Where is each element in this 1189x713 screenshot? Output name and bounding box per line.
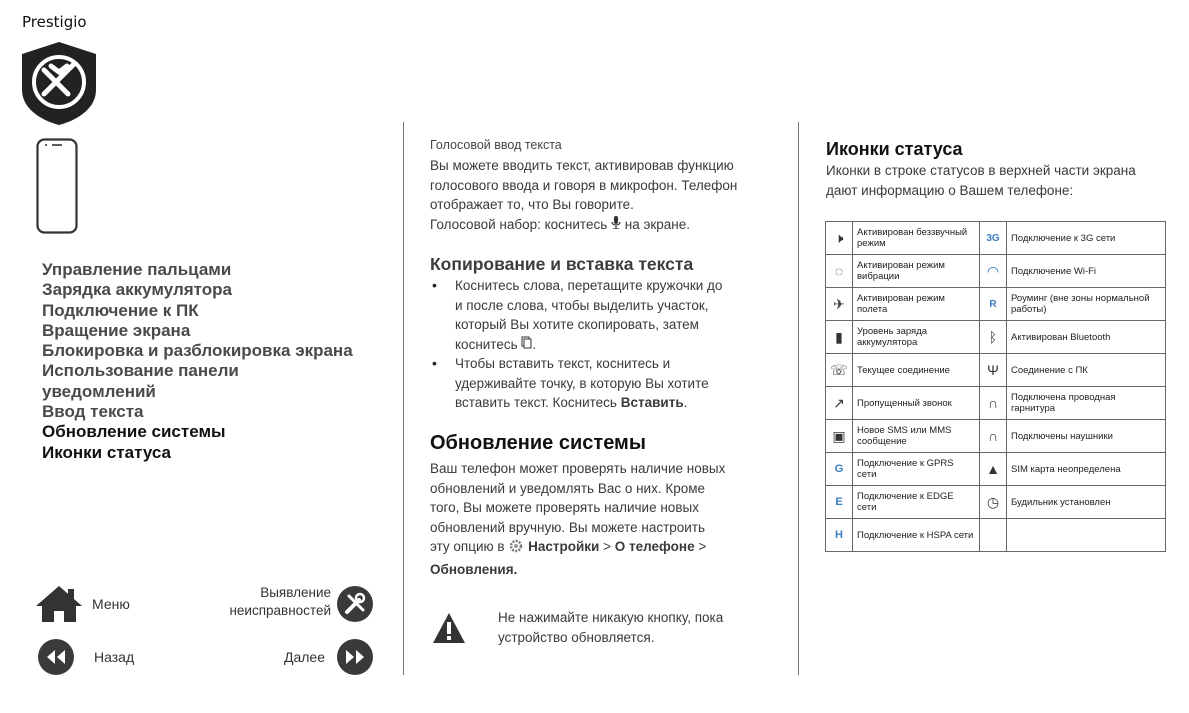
vibrate-icon: ◌ <box>826 255 853 288</box>
status-intro <box>826 161 1136 200</box>
paste-label: Вставить <box>620 395 684 410</box>
status-label: Новое SMS или MMS сообщение <box>853 420 980 453</box>
list-item <box>430 276 775 354</box>
text-line <box>430 560 775 580</box>
text-line <box>430 537 775 560</box>
voice-text <box>430 156 775 234</box>
empty-cell <box>980 519 1007 552</box>
toc-item[interactable]: Блокировка и разблокировка экрана <box>42 341 353 361</box>
roaming-icon: R <box>980 288 1007 321</box>
status-label: Подключена проводная гарнитура <box>1007 387 1166 420</box>
status-icons-table <box>825 221 1166 552</box>
settings-link: Настройки <box>528 539 600 554</box>
table-row <box>826 420 1166 453</box>
text-line: устройство обновляется. <box>498 629 655 645</box>
toc-item[interactable]: Управление пальцами <box>42 260 232 279</box>
home-icon <box>34 584 84 624</box>
gprs-icon: G <box>826 453 853 486</box>
table-row <box>826 288 1166 321</box>
text-line: удерживайте точку, в которую Вы хотите <box>455 375 709 391</box>
status-label: Подключение к EDGE сети <box>853 486 980 519</box>
wired-headset-icon: ∩ <box>980 387 1007 420</box>
status-label: Активирован беззвучный режим <box>853 222 980 255</box>
about-phone-link: О телефоне <box>614 539 695 554</box>
troubleshoot-button[interactable] <box>198 584 373 624</box>
back-label: Назад <box>94 649 135 665</box>
status-label <box>1007 519 1166 552</box>
next-label: Далее <box>284 649 326 665</box>
toc-item[interactable]: Вращение экрана <box>42 320 191 340</box>
troubleshoot-label: неисправностей <box>229 603 331 618</box>
list-item <box>430 354 775 413</box>
table-of-contents <box>42 260 387 463</box>
copy-list <box>430 276 775 413</box>
column-divider <box>798 122 799 675</box>
settings-gear-icon <box>508 538 524 560</box>
status-label: Активирован режим полета <box>853 288 980 321</box>
status-heading: Иконки статуса <box>826 139 963 159</box>
table-row <box>826 519 1166 552</box>
text-line: • Чтобы вставить текст, коснитесь и <box>455 356 671 371</box>
status-label: Подключение к 3G сети <box>1007 222 1166 255</box>
battery-icon: ▮ <box>826 321 853 354</box>
mute-icon: 🕨 <box>826 222 853 255</box>
warning-text <box>498 608 723 647</box>
airplane-icon: ✈ <box>826 288 853 321</box>
status-label: Подключение к GPRS сети <box>853 453 980 486</box>
brand-name: Prestigio <box>22 13 87 31</box>
menu-label: Меню <box>92 596 130 612</box>
status-label: Роуминг (вне зоны нормальной работы) <box>1007 288 1166 321</box>
text-line: коснитесь . <box>455 335 775 355</box>
text-span: эту опцию в <box>430 539 505 554</box>
text-span: на экране. <box>624 216 691 232</box>
table-row <box>826 354 1166 387</box>
wifi-icon: ◠ <box>980 255 1007 288</box>
text-line: который Вы хотите скопировать, затем <box>455 317 699 332</box>
status-label: Подключение Wi-Fi <box>1007 255 1166 288</box>
back-button[interactable] <box>38 639 134 675</box>
text-line: дают информацию о Вашем телефоне: <box>826 182 1074 198</box>
text-line: Вы можете вводить текст, активировав функцию <box>430 158 734 173</box>
microphone-icon <box>611 215 621 235</box>
text-line: вставить текст. Коснитесь Вставить. <box>455 395 688 410</box>
alarm-icon: ◷ <box>980 486 1007 519</box>
status-label: Текущее соединение <box>853 354 980 387</box>
prestigio-logo <box>18 40 100 126</box>
text-span: Голосовой набор: коснитесь <box>430 216 608 232</box>
text-line: Ваш телефон может проверять наличие новых <box>430 461 726 476</box>
text-line: Иконки в строке статусов в верхней части экрана <box>826 163 1136 178</box>
toc-item[interactable]: Ввод текста <box>42 402 144 422</box>
tools-icon <box>337 586 373 622</box>
status-label: Активирован режим вибрации <box>853 255 980 288</box>
text-span: > <box>698 539 707 554</box>
status-label: Соединение с ПК <box>1007 354 1166 387</box>
toc-item[interactable]: Зарядка аккумулятора <box>42 280 232 300</box>
sim-warning-icon: ▲ <box>980 453 1007 486</box>
next-icon <box>337 639 373 675</box>
status-label: Пропущенный звонок <box>853 387 980 420</box>
copy-icon <box>521 335 532 355</box>
copy-heading: Копирование и вставка текста <box>430 254 694 274</box>
text-span: вставить текст. Коснитесь <box>455 395 617 410</box>
hspa-icon: H <box>826 519 853 552</box>
text-line: • Коснитесь слова, перетащите кружочки до <box>455 278 723 293</box>
text-line: отображает то, что Вы говорите. <box>430 197 634 212</box>
status-label: SIM карта неопределена <box>1007 453 1166 486</box>
status-label: Уровень заряда аккумулятора <box>853 321 980 354</box>
status-label: Будильник установлен <box>1007 486 1166 519</box>
sms-icon: ▣ <box>826 420 853 453</box>
table-row <box>826 486 1166 519</box>
status-label: Подключены наушники <box>1007 420 1166 453</box>
status-label: Подключение к HSPA сети <box>853 519 980 552</box>
status-label: Активирован Bluetooth <box>1007 321 1166 354</box>
warning-icon <box>432 612 466 644</box>
update-text <box>430 459 775 579</box>
voice-heading: Голосовой ввод текста <box>430 138 562 152</box>
toc-item[interactable]: уведомлений <box>42 381 156 401</box>
updates-link: Обновления. <box>430 561 518 577</box>
text-span: коснитесь <box>455 336 518 352</box>
table-row <box>826 387 1166 420</box>
edge-icon: E <box>826 486 853 519</box>
toc-item[interactable]: Подключение к ПК <box>42 300 199 320</box>
phone-call-icon: ☏ <box>826 354 853 387</box>
column-divider <box>403 122 404 675</box>
headphones-icon: ∩ <box>980 420 1007 453</box>
toc-item-current[interactable]: Иконки статуса <box>42 442 171 462</box>
toc-item-current[interactable]: Обновление системы <box>42 422 226 442</box>
menu-button[interactable] <box>34 584 130 624</box>
text-line: обновлений и уведомлять Вас о них. Кроме <box>430 480 706 496</box>
text-line: того, Вы можете проверять наличие новых <box>430 500 699 515</box>
usb-icon: Ψ <box>980 354 1007 387</box>
troubleshoot-label: Выявление <box>260 585 331 600</box>
back-icon <box>38 639 74 675</box>
update-heading: Обновление системы <box>430 432 646 454</box>
text-span: > <box>603 539 611 554</box>
bluetooth-icon: ᛒ <box>980 321 1007 354</box>
text-line: обновлений вручную. Вы можете настроить <box>430 519 706 535</box>
toc-item[interactable]: Использование панели <box>42 361 239 381</box>
text-line: и после слова, чтобы выделить участок, <box>455 297 709 313</box>
phone-icon <box>36 138 78 234</box>
text-line: голосового ввода и говоря в микрофон. Телефон <box>430 177 738 193</box>
3g-icon: 3G <box>980 222 1007 255</box>
text-line <box>430 215 775 235</box>
table-row <box>826 222 1166 255</box>
text-line: Не нажимайте никакую кнопку, пока <box>498 610 724 625</box>
table-row <box>826 321 1166 354</box>
missed-call-icon: ↗ <box>826 387 853 420</box>
table-row <box>826 453 1166 486</box>
next-button[interactable] <box>284 639 373 675</box>
table-row <box>826 255 1166 288</box>
